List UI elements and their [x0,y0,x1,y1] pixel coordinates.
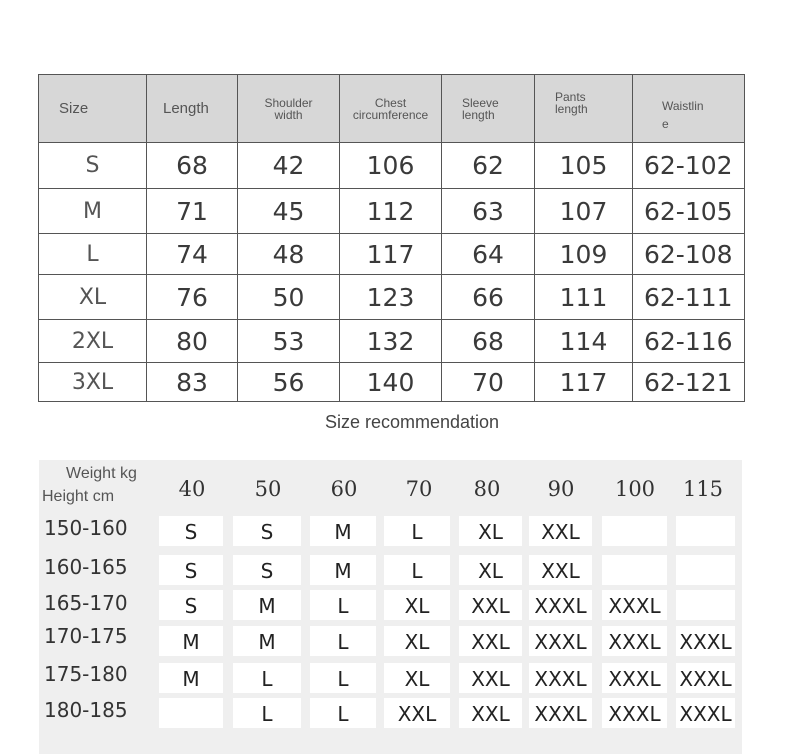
header-sleeve-length [442,75,535,143]
recommended-size-cell: XL [384,590,450,620]
recommended-size-cell: L [233,698,301,728]
size-value-cell: 64 [442,234,535,275]
recommended-size-cell: XL [459,516,522,546]
size-chart-body [39,143,745,402]
recommended-size-cell: L [310,626,376,656]
size-label-cell: L [39,234,147,275]
height-row-header: 165-170 [44,591,128,615]
header-chest-line1: Chest [374,95,407,110]
size-chart-table [38,74,745,402]
size-value-cell: 132 [340,320,442,363]
recommended-size-cell: XXXL [602,626,667,656]
recommended-size-cell: XXL [384,698,450,728]
size-value-cell: 62-108 [633,234,745,275]
size-label-cell: 3XL [39,363,147,402]
header-length: Length [147,75,238,143]
weight-column-header: 115 [682,477,724,501]
recommended-size-cell: M [159,663,223,693]
size-value-cell: 63 [442,189,535,234]
recommended-size-cell: XL [384,626,450,656]
recommended-size-cell: XXXL [529,663,592,693]
recommended-size-cell [602,555,667,585]
size-value-cell: 62-111 [633,275,745,320]
recommended-size-cell: XXXL [602,590,667,620]
recommended-size-cell: L [233,663,301,693]
weight-column-header: 100 [614,477,656,501]
recommended-size-cell: XXL [459,626,522,656]
recommended-size-cell: L [310,663,376,693]
size-value-cell: 45 [238,189,340,234]
recommended-size-cell: S [159,590,223,620]
size-value-cell: 105 [535,143,633,189]
header-waist-line2: e [662,116,669,131]
size-value-cell: 80 [147,320,238,363]
size-value-cell: 71 [147,189,238,234]
size-row [39,363,745,402]
weight-column-header: 90 [547,477,575,501]
height-row-header: 175-180 [44,662,128,686]
height-axis-label: Height cm [42,488,115,505]
header-pants-line2: length [555,102,588,116]
header-sleeve-line2: length [462,107,495,122]
size-value-cell: 53 [238,320,340,363]
size-value-cell: 42 [238,143,340,189]
size-value-cell: 123 [340,275,442,320]
weight-column-header: 40 [178,477,206,501]
size-value-cell: 62-121 [633,363,745,402]
size-value-cell: 83 [147,363,238,402]
height-row-header: 170-175 [44,624,128,648]
weight-column-header: 80 [473,477,501,501]
size-value-cell: 56 [238,363,340,402]
weight-column-header: 70 [405,477,433,501]
recommended-size-cell: L [310,698,376,728]
header-pants-length [535,75,633,143]
size-row [39,189,745,234]
recommended-size-cell: M [310,555,376,585]
size-value-cell: 106 [340,143,442,189]
recommended-size-cell [676,555,735,585]
header-chest-circumference [340,75,442,143]
size-value-cell: 62-105 [633,189,745,234]
header-shoulder-line1: Shoulder [264,95,313,110]
size-value-cell: 74 [147,234,238,275]
header-chest-line2: circumference [352,107,429,122]
header-waistline [633,75,745,143]
recommended-size-cell: S [159,555,223,585]
recommended-size-cell: XL [459,555,522,585]
size-value-cell: 68 [147,143,238,189]
recommended-size-cell: L [310,590,376,620]
size-value-cell: 112 [340,189,442,234]
size-value-cell: 62 [442,143,535,189]
size-row [39,275,745,320]
recommended-size-cell: XXXL [529,698,592,728]
header-shoulder-line2: width [274,107,303,122]
size-row [39,234,745,275]
height-row-header: 150-160 [44,516,128,540]
size-value-cell: 50 [238,275,340,320]
weight-column-header: 60 [330,477,358,501]
recommended-size-cell: M [233,590,301,620]
size-label-cell: XL [39,275,147,320]
recommended-size-cell: L [384,555,450,585]
size-label-cell: S [39,143,147,189]
recommended-size-cell: XXXL [602,663,667,693]
size-row [39,143,745,189]
height-row-header: 160-165 [44,555,128,579]
size-value-cell: 111 [535,275,633,320]
recommended-size-cell: XXXL [602,698,667,728]
size-value-cell: 62-102 [633,143,745,189]
size-value-cell: 48 [238,234,340,275]
recommended-size-cell: L [384,516,450,546]
recommended-size-cell: XXL [529,555,592,585]
size-label-cell: 2XL [39,320,147,363]
header-shoulder-width [238,75,340,143]
size-value-cell: 114 [535,320,633,363]
recommended-size-cell: XXL [459,663,522,693]
recommended-size-cell: M [159,626,223,656]
recommended-size-cell: XXL [529,516,592,546]
size-value-cell: 68 [442,320,535,363]
size-value-cell: 109 [535,234,633,275]
size-chart-header-row [39,75,745,143]
size-value-cell: 66 [442,275,535,320]
recommended-size-cell [676,516,735,546]
recommended-size-cell: XL [384,663,450,693]
size-value-cell: 76 [147,275,238,320]
recommended-size-cell: M [233,626,301,656]
size-value-cell: 117 [535,363,633,402]
recommended-size-cell: XXL [459,590,522,620]
recommended-size-cell: M [310,516,376,546]
header-waist-line1: Waistlin [662,98,704,113]
recommended-size-cell: XXXL [529,626,592,656]
recommended-size-cell: XXL [459,698,522,728]
recommended-size-cell: S [233,516,301,546]
header-size: Size [39,75,147,143]
header-sleeve-line1: Sleeve [462,95,499,110]
size-value-cell: 70 [442,363,535,402]
size-row [39,320,745,363]
size-value-cell: 117 [340,234,442,275]
recommended-size-cell: XXXL [676,698,735,728]
recommended-size-cell: S [159,516,223,546]
size-recommendation-title: Size recommendation [324,412,500,432]
height-row-header: 180-185 [44,698,128,722]
recommended-size-cell: S [233,555,301,585]
size-value-cell: 107 [535,189,633,234]
weight-axis-label: Weight kg [66,465,137,482]
size-label-cell: M [39,189,147,234]
weight-column-header: 50 [254,477,282,501]
recommended-size-cell: XXXL [676,663,735,693]
recommended-size-cell [159,698,223,728]
recommended-size-cell: XXXL [529,590,592,620]
recommended-size-cell [676,590,735,620]
recommended-size-cell: XXXL [676,626,735,656]
size-value-cell: 62-116 [633,320,745,363]
size-value-cell: 140 [340,363,442,402]
header-pants-line1: Pants [555,90,586,104]
recommended-size-cell [602,516,667,546]
